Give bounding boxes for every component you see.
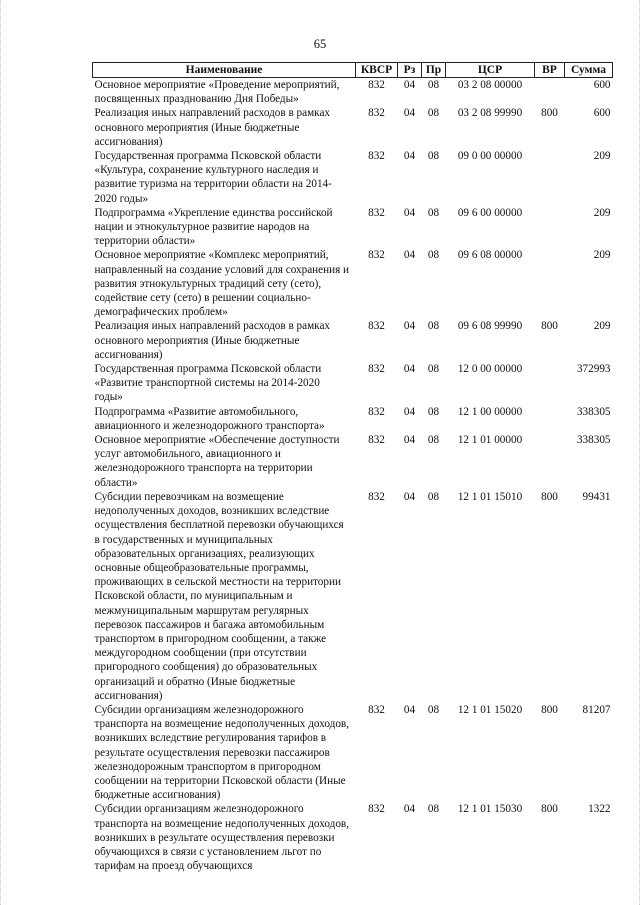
header-sum: Сумма	[565, 63, 613, 78]
table-row	[93, 319, 613, 362]
row-pr: 08	[427, 150, 440, 163]
table-row	[93, 703, 613, 802]
row-name: Субсидии организациям железнодорожного транспорта на возмещение недополученных доходов, возникших в результате осуществления перевозки обучающихся в связи с установлением льгот по тарифам на проезд обучающихся	[94, 803, 350, 873]
header-kvsr: КВСР	[356, 63, 398, 78]
row-name: Основное мероприятие «Обеспечение доступности услуг автомобильного, авиационного и железнодорожного транспорта на территории области»	[94, 434, 340, 489]
row-sum: 372993	[576, 363, 611, 376]
table-row	[93, 802, 613, 873]
table-row	[93, 248, 613, 319]
row-pr: 08	[427, 320, 440, 333]
row-rz: 04	[403, 206, 416, 219]
row-kvsr: 832	[368, 803, 385, 816]
row-vr	[535, 78, 565, 107]
row-rz: 04	[403, 150, 416, 163]
row-name: Субсидии организациям железнодорожного транспорта на возмещение недополученных доходов, возникших вследствие регулирования тарифов в результате осуществления перевозки пассажиров железнодорожным транспортом в пригородном сообщении на территории Псковской области (Иные бюджетные ассигнования)	[94, 703, 350, 802]
row-kvsr: 832	[368, 150, 385, 163]
row-vr	[535, 405, 565, 433]
row-sum: 209	[593, 150, 611, 163]
row-kvsr: 832	[368, 434, 385, 447]
row-rz: 04	[403, 434, 416, 447]
header-rz: Рз	[398, 63, 422, 78]
header-name: Наименование	[93, 63, 356, 78]
row-pr: 08	[427, 79, 440, 91]
row-vr	[535, 149, 565, 206]
row-pr: 08	[427, 107, 440, 120]
header-row	[93, 63, 613, 78]
row-sum: 338305	[576, 434, 611, 447]
row-csr: 12 1 00 00000	[457, 405, 523, 418]
row-name: Реализация иных направлений расходов в рамках основного мероприятия (Иные бюджетные ассигнования)	[94, 107, 331, 148]
row-rz: 04	[403, 803, 416, 816]
row-rz: 04	[403, 79, 416, 91]
row-rz: 04	[403, 703, 416, 716]
page-number: 65	[313, 37, 327, 51]
table-row	[93, 78, 613, 107]
row-csr: 12 1 01 15020	[457, 703, 523, 716]
table-row	[93, 149, 613, 206]
table-body	[93, 78, 613, 874]
row-vr	[535, 362, 565, 405]
row-kvsr: 832	[368, 249, 385, 262]
row-csr: 09 6 00 00000	[457, 206, 523, 219]
row-rz: 04	[403, 405, 416, 418]
row-vr	[535, 433, 565, 490]
row-csr: 09 6 08 00000	[457, 249, 523, 262]
header-csr: ЦСР	[446, 63, 535, 78]
row-sum: 209	[593, 320, 611, 333]
row-name: Основное мероприятие «Комплекс мероприятий, направленный на создание условий для сохранения и развития этнокультурных традиций сету (сето), содействие сету (сето) в решении социально-демографических проблем»	[94, 249, 350, 319]
row-sum: 81207	[582, 703, 611, 716]
row-name: Подпрограмма «Развитие автомобильного, авиационного и железнодорожного транспорта»	[94, 405, 325, 432]
row-pr: 08	[427, 206, 440, 219]
row-pr: 08	[427, 363, 440, 376]
row-kvsr: 832	[368, 363, 385, 376]
row-pr: 08	[427, 405, 440, 418]
row-pr: 08	[427, 434, 440, 447]
budget-table	[92, 62, 613, 873]
row-kvsr: 832	[368, 703, 385, 716]
row-pr: 08	[427, 703, 440, 716]
row-name: Государственная программа Псковской области «Развитие транспортной системы на 2014-2020 годы»	[94, 363, 322, 404]
row-pr: 08	[427, 803, 440, 816]
table-row	[93, 106, 613, 149]
row-csr: 09 0 00 00000	[457, 150, 523, 163]
row-rz: 04	[403, 363, 416, 376]
row-vr	[535, 206, 565, 249]
table-row	[93, 362, 613, 405]
row-vr: 800	[541, 490, 558, 503]
row-sum: 600	[593, 107, 611, 120]
row-sum: 600	[593, 79, 611, 91]
row-vr: 800	[541, 803, 558, 816]
row-sum: 209	[593, 249, 611, 262]
row-csr: 09 6 08 99990	[457, 320, 523, 333]
row-name: Государственная программа Псковской области «Культура, сохранение культурного наследия и развитие туризма на территории области на 2014-2020 годы»	[94, 150, 332, 205]
row-pr: 08	[427, 490, 440, 503]
table-row	[93, 433, 613, 490]
row-csr: 12 1 01 15030	[457, 803, 523, 816]
row-rz: 04	[403, 249, 416, 262]
row-name: Основное мероприятие «Проведение мероприятий, посвященных празднованию Дня Победы»	[94, 79, 340, 106]
row-vr: 800	[541, 107, 558, 120]
row-csr: 12 0 00 00000	[457, 363, 523, 376]
row-csr: 12 1 01 00000	[457, 434, 523, 447]
table-row	[93, 206, 613, 249]
row-kvsr: 832	[368, 107, 385, 120]
row-kvsr: 832	[368, 490, 385, 503]
row-kvsr: 832	[368, 206, 385, 219]
row-kvsr: 832	[368, 405, 385, 418]
table-row	[93, 490, 613, 703]
row-name: Реализация иных направлений расходов в рамках основного мероприятия (Иные бюджетные ассигнования)	[94, 320, 331, 361]
row-sum: 1322	[588, 803, 611, 816]
row-pr: 08	[427, 249, 440, 262]
row-name: Субсидии перевозчикам на возмещение недополученных доходов, возникших вследствие осуществления бесплатной перевозки обучающихся в государственных и муниципальных образовательных организациях, реализующих основные общеобразовательные программы, проживающих в сельской местности на территории Псковской области, по муниципальным и межмуниципальным маршрутам регулярных перевозок пассажиров и багажа автомобильным транспортом в пригородном сообщении, а также междугородном сообщении (при отсутствии пригородного сообщения) до образовательных организаций и обратно (Иные бюджетные ассигнования)	[94, 490, 344, 702]
row-vr	[535, 248, 565, 319]
table-row	[93, 405, 613, 433]
row-rz: 04	[403, 107, 416, 120]
row-csr: 03 2 08 00000	[457, 79, 523, 91]
row-sum: 338305	[576, 405, 611, 418]
row-csr: 03 2 08 99990	[457, 107, 523, 120]
header-pr: Пр	[422, 63, 446, 78]
table-header	[93, 63, 613, 78]
row-name: Подпрограмма «Укрепление единства российской нации и этнокультурное развитие народов на территории области»	[94, 206, 333, 248]
row-vr: 800	[541, 703, 558, 716]
row-rz: 04	[403, 490, 416, 503]
row-kvsr: 832	[368, 79, 385, 91]
row-csr: 12 1 01 15010	[457, 490, 523, 503]
row-vr: 800	[541, 320, 558, 333]
row-sum: 99431	[582, 490, 611, 503]
row-kvsr: 832	[368, 320, 385, 333]
scan-edge-left	[0, 0, 2, 905]
row-rz: 04	[403, 320, 416, 333]
header-vr: ВР	[535, 63, 565, 78]
row-sum: 209	[593, 206, 611, 219]
